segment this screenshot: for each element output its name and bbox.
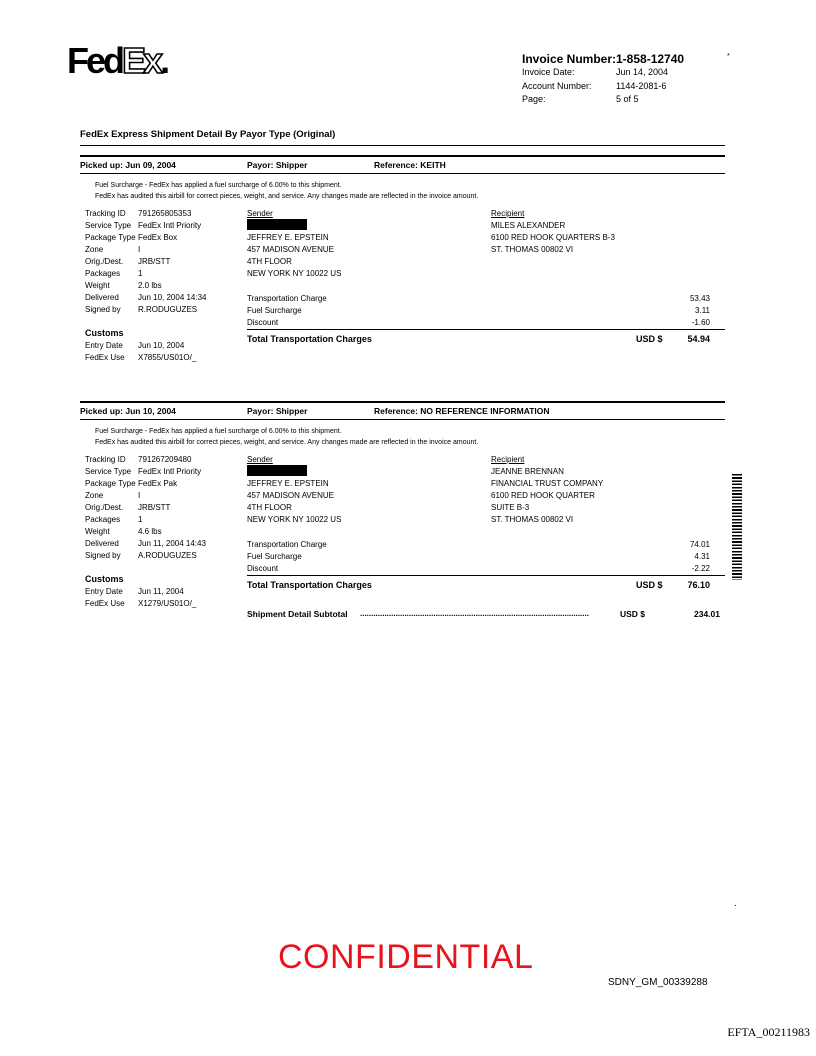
shipment-2-payor: Payor: Shipper <box>247 406 308 416</box>
shipment-2-recipient-line: ST. THOMAS 00802 VI <box>491 515 574 524</box>
shipment-1-fedex-use: X7855/US01O/_ <box>138 353 197 362</box>
shipment-1-total-amount: 54.94 <box>687 334 710 344</box>
shipment-2-sender-line: 4TH FLOOR <box>247 503 292 512</box>
shipment-1-payor: Payor: Shipper <box>247 160 308 170</box>
shipment-2-weight: 4.6 lbs <box>138 527 162 536</box>
shipment-1-package-type: FedEx Box <box>138 233 178 242</box>
shipment-1-detail-label: Signed by <box>85 305 121 314</box>
shipment-2-detail-label: Zone <box>85 491 104 500</box>
shipment-2-detail-label: Weight <box>85 527 110 536</box>
shipment-1-sender-line: JEFFREY E. EPSTEIN <box>247 233 329 242</box>
shipment-2-recipient-line: 6100 RED HOOK QUARTER <box>491 491 595 500</box>
page-value: 5 of 5 <box>616 94 639 104</box>
shipment-1-picked-up: Picked up: Jun 09, 2004 <box>80 160 176 170</box>
shipment-2-customs-heading: Customs <box>85 574 124 584</box>
shipment-2-package-type: FedEx Pak <box>138 479 178 488</box>
shipment-2-sender-line: 457 MADISON AVENUE <box>247 491 334 500</box>
shipment-1-top-rule <box>80 155 725 157</box>
shipment-1-detail-label: Service Type <box>85 221 132 230</box>
barcode-image <box>732 474 742 580</box>
shipment-1-charge-label: Fuel Surcharge <box>247 306 302 315</box>
shipment-1-total-label: Total Transportation Charges <box>247 334 372 344</box>
shipment-2-total-amount: 76.10 <box>687 580 710 590</box>
shipment-1-customs-label: Entry Date <box>85 341 123 350</box>
shipment-1-recipient-line: 6100 RED HOOK QUARTERS B-3 <box>491 233 615 242</box>
shipment-2-charge-label: Discount <box>247 564 279 573</box>
logo-fed: Fed <box>67 40 123 81</box>
subtotal-amount: 234.01 <box>694 609 720 619</box>
confidential-stamp: CONFIDENTIAL <box>278 938 534 976</box>
shipment-1-sender-line: NEW YORK NY 10022 US <box>247 269 342 278</box>
shipment-1-charge-amount: 3.11 <box>695 306 710 315</box>
shipment-1-customs-label: FedEx Use <box>85 353 125 362</box>
page-label: Page: <box>522 94 546 104</box>
shipment-1-charge-label: Transportation Charge <box>247 294 327 303</box>
shipment-1-delivered: Jun 10, 2004 14:34 <box>138 293 207 302</box>
shipment-2-service-type: FedEx Intl Priority <box>138 467 202 476</box>
shipment-1-zone: I <box>138 245 141 254</box>
subtotal-label: Shipment Detail Subtotal <box>247 609 348 619</box>
shipment-2-charge-amount: 74.01 <box>689 540 710 549</box>
shipment-2-picked-up: Picked up: Jun 10, 2004 <box>80 406 176 416</box>
shipment-2-detail-label: Service Type <box>85 467 132 476</box>
bates-number: SDNY_GM_00339288 <box>608 977 708 988</box>
shipment-1-packages: 1 <box>138 269 143 278</box>
account-number-value: 1144-2081-6 <box>616 81 667 91</box>
shipment-1-detail-label: Tracking ID <box>85 209 126 218</box>
shipment-1-recipient-heading: Recipient <box>491 209 525 218</box>
section-title: FedEx Express Shipment Detail By Payor Type (Original) <box>80 129 336 140</box>
shipment-2-signed-by: A.RODUGUZES <box>138 551 197 560</box>
shipment-2-sender-line: NEW YORK NY 10022 US <box>247 515 342 524</box>
shipment-1-reference: Reference: KEITH <box>374 160 446 170</box>
shipment-1-orig-dest: JRB/STT <box>138 257 171 266</box>
shipment-2-recipient-line: FINANCIAL TRUST COMPANY <box>491 479 604 488</box>
invoice-number-value: 1-858-12740 <box>616 52 685 66</box>
shipment-2-recipient-line: JEANNE BRENNAN <box>491 467 564 476</box>
shipment-1-sender-line: 4TH FLOOR <box>247 257 292 266</box>
shipment-1-entry-date: Jun 10, 2004 <box>138 341 185 350</box>
shipment-2-header-rule <box>80 419 725 420</box>
shipment-1-recipient-line: ST. THOMAS 00802 VI <box>491 245 574 254</box>
shipment-1-charge-amount: 53.43 <box>689 294 710 303</box>
shipment-1-redaction <box>247 219 307 230</box>
shipment-2-recipient-heading: Recipient <box>491 455 525 464</box>
shipment-1-header-rule <box>80 173 725 174</box>
shipment-1-detail-label: Packages <box>85 269 121 278</box>
shipment-2-reference: Reference: NO REFERENCE INFORMATION <box>374 406 550 416</box>
shipment-1-note-audit: FedEx has audited this airbill for correct pieces, weight, and service. Any changes made are reflected in the invoice amount. <box>95 193 479 200</box>
shipment-2-detail-label: Orig./Dest. <box>85 503 124 512</box>
shipment-1-service-type: FedEx Intl Priority <box>138 221 202 230</box>
subtotal-leader-dots: ....................................................................................................... <box>360 609 589 618</box>
shipment-2-orig-dest: JRB/STT <box>138 503 171 512</box>
account-number-label: Account Number: <box>522 81 592 91</box>
efta-number: EFTA_00211983 <box>727 1025 810 1039</box>
shipment-2-packages: 1 <box>138 515 143 524</box>
shipment-2-charge-amount: -2.22 <box>691 564 710 573</box>
logo-dot: . <box>160 40 168 81</box>
shipment-2-entry-date: Jun 11, 2004 <box>138 587 184 596</box>
shipment-2-delivered: Jun 11, 2004 14:43 <box>138 539 206 548</box>
invoice-date-value: Jun 14, 2004 <box>616 67 669 77</box>
shipment-2-detail-label: Delivered <box>85 539 119 548</box>
shipment-1-total-rule <box>247 329 725 330</box>
shipment-1-tracking-id: 791265805353 <box>138 209 192 218</box>
shipment-2-total-label: Total Transportation Charges <box>247 580 372 590</box>
shipment-2-detail-label: Package Type <box>85 479 136 488</box>
shipment-2-recipient-line: SUITE B-3 <box>491 503 530 512</box>
section-rule <box>80 145 725 146</box>
shipment-1-charge-label: Discount <box>247 318 279 327</box>
shipment-1-detail-label: Delivered <box>85 293 119 302</box>
shipment-1-detail-label: Package Type <box>85 233 136 242</box>
fedex-logo <box>67 40 168 81</box>
shipment-1-sender-line: 457 MADISON AVENUE <box>247 245 334 254</box>
shipment-2-note-fuel: Fuel Surcharge - FedEx has applied a fuel surcharge of 6.00% to this shipment. <box>95 428 342 435</box>
shipment-2-note-audit: FedEx has audited this airbill for correct pieces, weight, and service. Any changes made are reflected in the invoice amount. <box>95 439 479 446</box>
shipment-2-customs-label: Entry Date <box>85 587 123 596</box>
shipment-1-recipient-line: MILES ALEXANDER <box>491 221 566 230</box>
corner-mark: * <box>727 53 730 60</box>
shipment-2-sender-line: JEFFREY E. EPSTEIN <box>247 479 329 488</box>
shipment-1-total-currency: USD $ <box>636 334 663 344</box>
invoice-date-label: Invoice Date: <box>522 67 575 77</box>
shipment-2-detail-label: Packages <box>85 515 121 524</box>
invoice-number-label: Invoice Number: <box>522 52 617 66</box>
shipment-1-detail-label: Weight <box>85 281 110 290</box>
shipment-2-charge-label: Fuel Surcharge <box>247 552 302 561</box>
shipment-1-detail-label: Orig./Dest. <box>85 257 124 266</box>
shipment-2-customs-label: FedEx Use <box>85 599 125 608</box>
shipment-2-charge-amount: 4.31 <box>694 552 710 561</box>
shipment-2-detail-label: Tracking ID <box>85 455 126 464</box>
shipment-1-signed-by: R.RODUGUZES <box>138 305 198 314</box>
shipment-2-top-rule <box>80 401 725 403</box>
shipment-2-detail-label: Signed by <box>85 551 121 560</box>
shipment-1-detail-label: Zone <box>85 245 104 254</box>
shipment-2-zone: I <box>138 491 141 500</box>
shipment-2-total-rule <box>247 575 725 576</box>
shipment-1-charge-amount: -1.60 <box>691 318 710 327</box>
shipment-2-total-currency: USD $ <box>636 580 663 590</box>
shipment-2-fedex-use: X1279/US01O/_ <box>138 599 197 608</box>
shipment-1-customs-heading: Customs <box>85 328 124 338</box>
shipment-2-charge-label: Transportation Charge <box>247 540 327 549</box>
logo-ex: Ex <box>122 40 161 81</box>
shipment-1-note-fuel: Fuel Surcharge - FedEx has applied a fuel surcharge of 6.00% to this shipment. <box>95 182 342 189</box>
shipment-1-weight: 2.0 lbs <box>138 281 162 290</box>
shipment-2-redaction <box>247 465 307 476</box>
shipment-1-sender-heading: Sender <box>247 209 273 218</box>
subtotal-currency: USD $ <box>620 609 646 619</box>
shipment-2-sender-heading: Sender <box>247 455 273 464</box>
stray-dot-mark: . <box>734 898 737 909</box>
shipment-2-tracking-id: 791267209480 <box>138 455 192 464</box>
